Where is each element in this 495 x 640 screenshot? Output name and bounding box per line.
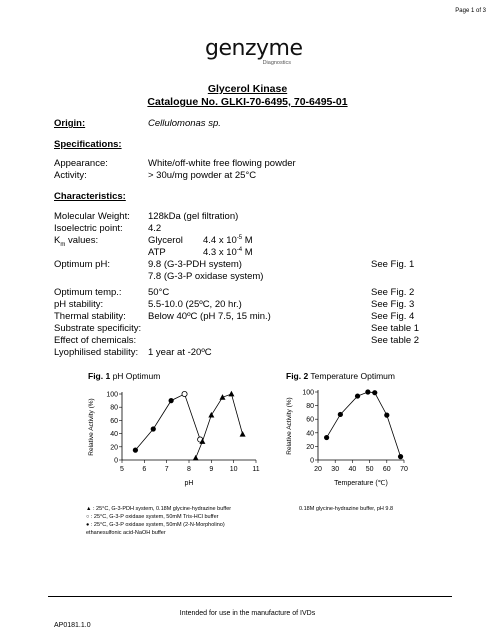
data-point [398, 454, 403, 459]
optimum-temp-label: Optimum temp.: [54, 287, 122, 298]
km-glycerol-exp: -5 [236, 234, 243, 241]
fig1-legend-1: ▲ : 25°C, G-3-PDH system, 0.18M glycine-hydrazine buffer [86, 506, 232, 512]
product-title: Glycerol Kinase [207, 83, 288, 95]
km-rest: values: [65, 235, 99, 246]
data-point [338, 412, 343, 417]
origin-value: Cellulomonas sp. [148, 118, 221, 129]
x-tick-label: 9 [209, 466, 214, 473]
page-number: Page 1 of 3 [455, 8, 486, 14]
km-glycerol-unit: M [242, 235, 253, 246]
x-tick-label: 40 [348, 466, 357, 473]
optimum-ph-value-1: 9.8 (G-3-PDH system) [148, 259, 242, 270]
fig1-legend-4: ethanesulfonic acid-NaOH buffer [86, 530, 166, 536]
isoelectric-point-label: Isoelectric point: [54, 223, 123, 234]
y-axis-label: Relative Activity (%) [88, 398, 95, 456]
logo-word: genzyme [205, 36, 303, 61]
x-tick-label: 5 [120, 466, 124, 473]
data-point [151, 426, 156, 431]
y-tick-label: 80 [110, 404, 118, 412]
appearance-value: White/off-white free flowing powder [148, 158, 296, 169]
optimum-ph-label: Optimum pH: [54, 259, 110, 270]
x-tick-label: 20 [314, 466, 322, 473]
x-tick-label: 50 [365, 466, 374, 473]
data-point [169, 398, 174, 403]
optimum-ph-value-2: 7.8 (G-3-P oxidase system) [148, 271, 264, 282]
km-m: m [60, 241, 66, 248]
fig1-title-rest: pH Optimum [110, 371, 161, 381]
km-glycerol-value [203, 235, 253, 247]
activity-value: > 30u/mg powder at 25°C [148, 170, 257, 181]
thermal-stability-label: Thermal stability: [54, 311, 126, 322]
activity-label: Activity: [54, 170, 87, 181]
x-tick-label: 70 [400, 466, 408, 473]
appearance-label: Appearance: [54, 158, 108, 169]
ph-optimum-chart [84, 382, 264, 494]
x-tick-label: 6 [142, 466, 147, 473]
lyophilised-stability-value: 1 year at -20ºC [148, 347, 212, 358]
km-atp-name: ATP [148, 247, 166, 258]
thermal-stability-ref: See Fig. 4 [371, 311, 415, 322]
data-point [355, 393, 360, 398]
temperature-optimum-chart [282, 382, 432, 494]
ph-stability-label: pH stability: [54, 299, 104, 310]
km-atp-unit: M [242, 247, 253, 258]
fig2-title-rest: Temperature Optimum [308, 371, 395, 381]
data-point [384, 413, 389, 418]
thermal-stability-value: Below 40ºC (pH 7.5, 15 min.) [148, 311, 271, 322]
y-tick-label: 0 [114, 457, 118, 465]
series-line [327, 392, 401, 457]
ph-stability-value: 5.5-10.0 (25ºC, 20 hr.) [148, 299, 242, 310]
y-axis-label: Relative Activity (%) [286, 397, 293, 455]
fig2-legend: 0.18M glycine-hydrazine buffer, pH 9.8 [299, 506, 394, 512]
substrate-specificity-ref: See table 1 [371, 323, 420, 334]
data-point [365, 389, 370, 394]
molecular-weight-label: Molecular Weight: [54, 211, 130, 222]
x-tick-label: 30 [331, 466, 340, 473]
characteristics-heading: Characteristics: [54, 191, 126, 202]
logo-sub: Diagnostics [262, 60, 291, 66]
optimum-ph-ref: See Fig. 1 [371, 259, 415, 270]
fig1-legend-2: ○ : 25°C, G-3-P oxidase system, 50mM Tris-HCl buffer [86, 514, 219, 520]
km-atp-exp: -4 [236, 246, 243, 253]
lyophilised-stability-label: Lyophilised stability: [54, 347, 139, 358]
y-tick-label: 20 [306, 443, 314, 451]
molecular-weight-value: 128kDa (gel filtration) [148, 211, 239, 222]
km-atp-base: 4.3 x 10 [203, 247, 237, 258]
y-tick-label: 80 [306, 403, 314, 411]
fig1-title-bold: Fig. 1 [88, 371, 111, 381]
data-point [240, 431, 246, 437]
km-values-label [54, 235, 98, 247]
optimum-temp-ref: See Fig. 2 [371, 287, 415, 298]
optimum-temp-value: 50°C [148, 287, 170, 298]
effect-of-chemicals-label: Effect of chemicals: [54, 335, 137, 346]
y-tick-label: 100 [302, 389, 314, 397]
origin-label: Origin: [54, 118, 86, 129]
x-tick-label: 10 [229, 466, 238, 473]
data-point [372, 390, 377, 395]
x-tick-label: 8 [187, 466, 191, 473]
catalogue-number: Catalogue No. GLKI-70-6495, 70-6495-01 [147, 96, 348, 108]
y-tick-label: 100 [106, 391, 118, 399]
y-tick-label: 40 [110, 431, 118, 439]
y-tick-label: 60 [110, 417, 118, 425]
footer-divider [48, 596, 452, 597]
x-tick-label: 7 [164, 466, 169, 473]
x-axis-label: pH [184, 480, 194, 487]
km-k: K [54, 235, 61, 246]
data-point [182, 391, 187, 396]
isoelectric-point-value: 4.2 [148, 223, 162, 234]
fig1-legend-3: ● : 25°C, G-3-P oxidase system, 50mM (2-N-Morpholino) [86, 522, 225, 528]
genzyme-logo [205, 36, 303, 66]
data-point [228, 391, 234, 397]
specifications-heading: Specifications: [54, 139, 122, 150]
substrate-specificity-label: Substrate specificity: [54, 323, 142, 334]
y-tick-label: 0 [310, 457, 314, 465]
x-tick-label: 11 [252, 466, 260, 473]
fig2-title [286, 371, 395, 381]
ph-stability-ref: See Fig. 3 [371, 299, 415, 310]
data-point [193, 455, 199, 461]
data-point [208, 412, 214, 418]
data-point [133, 448, 138, 453]
oxidase-curve [135, 394, 200, 450]
km-glycerol-base: 4.4 x 10 [203, 235, 237, 246]
pdh-curve [196, 394, 243, 458]
fig2-title-bold: Fig. 2 [286, 371, 309, 381]
footer-note: Intended for use in the manufacture of IVDs [179, 610, 316, 617]
y-tick-label: 60 [306, 416, 314, 424]
y-tick-label: 20 [110, 444, 118, 452]
data-point [324, 435, 329, 440]
km-glycerol-name: Glycerol [148, 235, 183, 246]
document-code: AP0181.1.0 [54, 622, 91, 629]
y-tick-label: 40 [306, 430, 314, 438]
effect-of-chemicals-ref: See table 2 [371, 335, 420, 346]
fig1-title [88, 371, 160, 381]
x-tick-label: 60 [382, 466, 391, 473]
x-axis-label: Temperature (℃) [334, 480, 388, 487]
km-atp-value [203, 247, 253, 259]
